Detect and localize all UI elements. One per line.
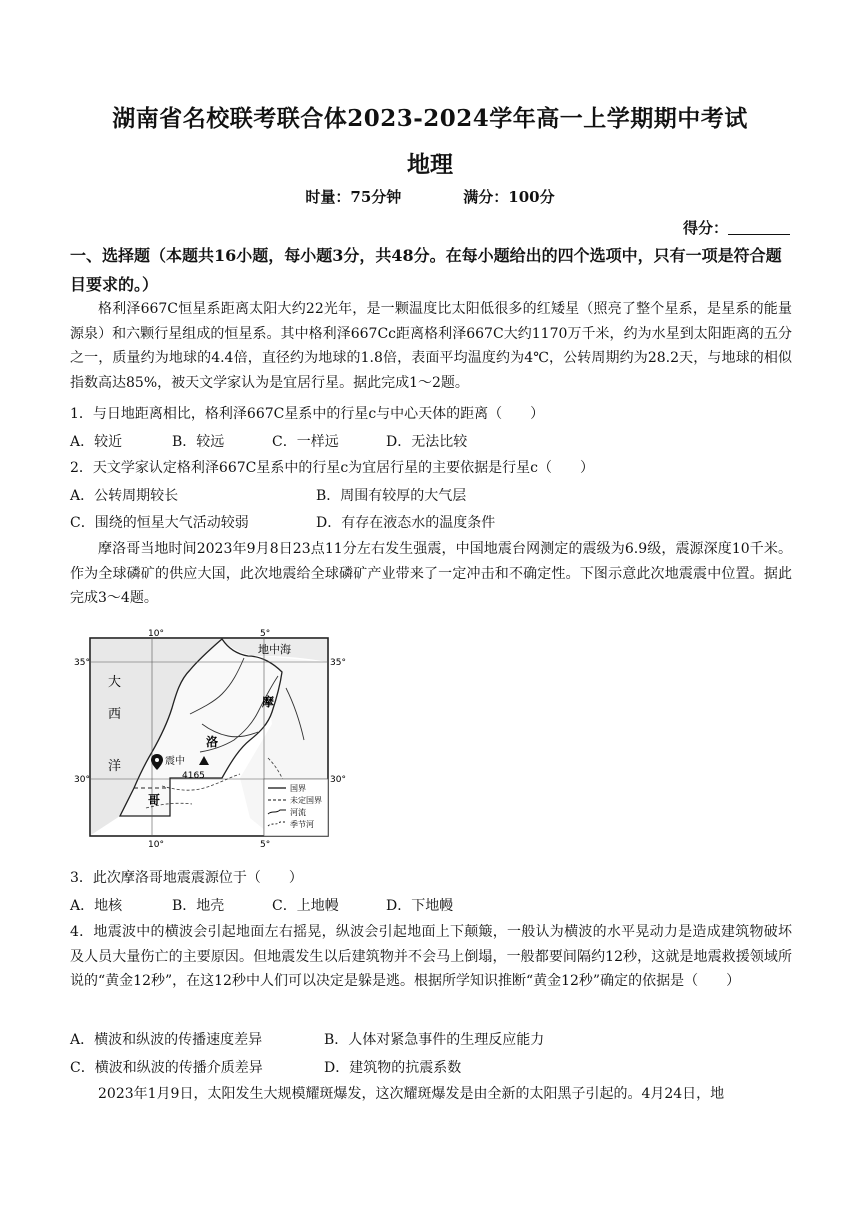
q2-option-b: B．周围有较厚的大气层 xyxy=(316,488,467,504)
q1-option-d: D．无法比较 xyxy=(386,434,468,450)
question-2-stem: 2．天文学家认定格利泽667C星系中的行星c为宜居行星的主要依据是行星c（ ） xyxy=(70,460,595,476)
score-blank xyxy=(728,220,790,235)
q3-option-c: C．上地幔 xyxy=(272,898,339,914)
q2-option-a: A．公转周期较长 xyxy=(70,488,179,504)
sea-label: 地中海 xyxy=(258,643,291,656)
q1-option-c: C．一样远 xyxy=(272,434,339,450)
lat-label-35-right: 35° xyxy=(330,658,346,668)
exam-meta xyxy=(0,186,860,207)
exam-time: 时量：75分钟 xyxy=(305,188,402,206)
country-char-1: 摩 xyxy=(262,695,275,709)
lat-label-35-left: 35° xyxy=(74,658,90,668)
q4-option-d: D．建筑物的抗震系数 xyxy=(324,1060,462,1076)
q4-option-a: A．横波和纵波的传播速度差异 xyxy=(70,1032,263,1048)
exam-title: 湖南省名校联考联合体2023-2024学年高一上学期期中考试 xyxy=(112,105,748,132)
q3-option-a: A．地核 xyxy=(70,898,123,914)
lon-label-10-bottom: 10° xyxy=(148,840,164,850)
ocean-char-3: 洋 xyxy=(108,759,122,774)
legend-border: 国界 xyxy=(290,784,306,793)
country-char-2: 洛 xyxy=(206,735,219,749)
map-legend xyxy=(264,779,328,836)
legend-river: 河流 xyxy=(290,808,306,817)
q3-option-b: B．地壳 xyxy=(172,898,225,914)
ocean-char-2: 西 xyxy=(108,707,122,722)
score-field xyxy=(683,217,790,238)
q2-option-c: C．围绕的恒星大气活动较弱 xyxy=(70,515,249,531)
q3-option-d: D．下地幔 xyxy=(386,898,454,914)
q4-option-c: C．横波和纵波的传播介质差异 xyxy=(70,1060,263,1076)
lon-label-5-top: 5° xyxy=(260,629,271,639)
question-4-stem: 4．地震波中的横波会引起地面左右摇晃，纵波会引起地面上下颠簸，一般认为横波的水平晃动力是造成建筑物破坏及人员大量伤亡的主要原因。但地震发生以后建筑物并不会马上倒塌，一般都要间隔约12秒，这就是地震救援领域所说的“黄金12秒”，在这12秒中人们可以决定是躲是逃。根据所学知识推断“黄金12秒”确定的依据是（ ） xyxy=(70,924,792,989)
lon-label-5-bottom: 5° xyxy=(260,840,271,850)
passage-1: 格利泽667C恒星系距离太阳大约22光年，是一颗温度比太阳低很多的红矮星（照亮了整个星系，是星系的能量源泉）和六颗行星组成的恒星系。其中格利泽667Cc距离格利泽667C大约1170万千米，约为水星到太阳距离的五分之一，质量约为地球的4.4倍，直径约为地球的1.8倍，表面平均温度约为4℃，公转周期约为28.2天，与地球的相似指数高达85%，被天文学家认为是宜居行星。据此完成1～2题。 xyxy=(70,301,792,391)
q2-option-d: D．有存在液态水的温度条件 xyxy=(316,515,496,531)
q4-option-b: B．人体对紧急事件的生理反应能力 xyxy=(324,1032,545,1048)
legend-seasonal-river: 季节河 xyxy=(290,820,314,829)
passage-3: 2023年1月9日，太阳发生大规模耀斑爆发，这次耀斑爆发是由全新的太阳黑子引起的。4月24日，地 xyxy=(98,1086,725,1102)
lat-label-30-left: 30° xyxy=(74,775,90,785)
peak-value: 4165 xyxy=(182,771,205,781)
epicenter-label: 震中 xyxy=(165,756,185,767)
lat-label-30-right: 30° xyxy=(330,775,346,785)
country-char-3: 哥 xyxy=(148,793,161,807)
passage-2: 摩洛哥当地时间2023年9月8日23点11分左右发生强震，中国地震台网测定的震级为6.9级，震源深度10千米。作为全球磷矿的供应大国，此次地震给全球磷矿产业带来了一定冲击和不确定性。下图示意此次地震震中位置。据此完成3～4题。 xyxy=(70,541,792,606)
section-heading: 一、选择题（本题共16小题，每小题3分，共48分。在每小题给出的四个选项中，只有一项是符合题目要求的。） xyxy=(70,246,782,294)
question-1-stem: 1．与日地距离相比，格利泽667C星系中的行星c与中心天体的距离（ ） xyxy=(70,406,545,422)
ocean-char-1: 大 xyxy=(108,675,122,690)
exam-subject: 地理 xyxy=(407,151,453,178)
q1-option-a: A．较近 xyxy=(70,434,123,450)
lon-label-10-top: 10° xyxy=(148,629,164,639)
question-3-stem: 3．此次摩洛哥地震震源位于（ ） xyxy=(70,870,303,886)
morocco-earthquake-map xyxy=(72,628,346,850)
score-label: 得分： xyxy=(682,219,728,237)
q1-option-b: B．较远 xyxy=(172,434,225,450)
exam-full-score: 满分：100分 xyxy=(463,188,555,206)
legend-disputed: 未定国界 xyxy=(290,796,322,805)
